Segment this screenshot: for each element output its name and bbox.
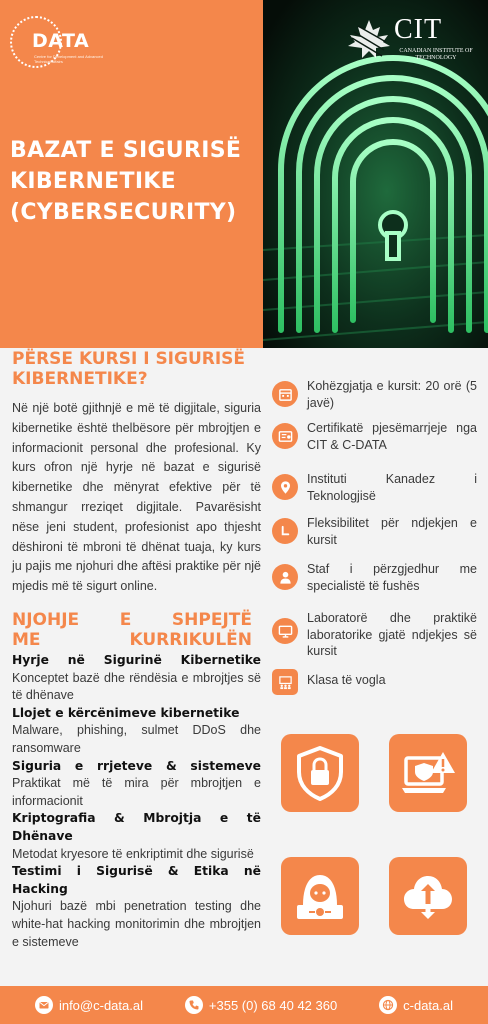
data-logo-tagline: Centre for Development and Advanced Technical Affairs (34, 54, 103, 64)
laptop-warning-icon (389, 734, 467, 812)
footer-website[interactable] (379, 996, 453, 1014)
data-logo-word: DATA (32, 30, 90, 52)
curriculum-item-title: Kriptografia & Mbrojtja e të Dhënave (12, 811, 261, 843)
shield-lock-icon (281, 734, 359, 812)
curriculum-heading (12, 610, 252, 650)
curriculum-item (12, 863, 261, 951)
hacker-icon (281, 857, 359, 935)
maple-leaf-icon (346, 18, 392, 60)
curriculum-item-desc: Malware, phishing, sulmet DDoS dhe ransomware (12, 723, 261, 755)
footer-website-text[interactable]: c-data.al (403, 997, 454, 1013)
person-icon (272, 564, 298, 590)
data-logo (10, 14, 102, 74)
clock-icon (272, 518, 298, 544)
curriculum-heading-line: NJOHJE E SHPEJTË (12, 610, 252, 630)
footer-phone-text[interactable]: +355 (0) 68 40 42 360 (208, 997, 338, 1013)
fact-text: Kohëzgjatja e kursit: 20 orë (5 javë) (307, 379, 477, 410)
cit-logo-tagline: CANADIAN INSTITUTE OF TECHNOLOGY (399, 48, 473, 61)
curriculum-item (12, 758, 261, 811)
footer-email-text[interactable]: info@c-data.al (58, 997, 143, 1013)
curriculum-item-title: Siguria e rrjeteve & sistemeve (12, 758, 261, 773)
curriculum-item-desc: Metodat kryesore të enkriptimit dhe sigurisë (12, 846, 254, 861)
cloud-sync-icon (389, 857, 467, 935)
hero-orange-panel (0, 0, 263, 348)
curriculum-item-title: Hyrje në Sigurinë Kibernetike (12, 653, 261, 667)
globe-icon (379, 996, 397, 1014)
cit-logo (346, 14, 476, 69)
calendar-icon (272, 381, 298, 407)
fact-text: Instituti Kanadez i Teknologjisë (307, 472, 477, 503)
curriculum-item-desc: Konceptet bazë dhe rëndësia e mbrojtjes së të dhënave (12, 670, 261, 703)
curriculum-item (12, 705, 261, 758)
curriculum-item-desc: Praktikat më të mira për mbrojtjen e informacionit (12, 776, 261, 808)
fact-text: Klasa të vogla (307, 673, 386, 687)
footer-email[interactable] (35, 996, 143, 1014)
cit-logo-name: CIT (394, 14, 443, 45)
email-icon (35, 996, 53, 1014)
why-heading-line: PËRSE KURSI I SIGURISË (12, 349, 246, 369)
phone-icon (185, 996, 203, 1014)
footer-phone[interactable] (185, 996, 337, 1014)
hero-banner (0, 0, 488, 348)
why-course-heading (12, 349, 262, 389)
monitor-icon (272, 618, 298, 644)
location-pin-icon (272, 474, 298, 500)
fact-text: Certifikatë pjesëmarrjeje nga CIT & C-DATA (307, 421, 477, 452)
why-course-body: Në një botë gjithnjë e më të digjitale, siguria kibernetike është thelbësore për mbrojtjen e informacionit personal dhe profesional. Ky kurs ofron një hyrje në bazat e sigurisë kibernetike dhe mënyrat efektive për të shmangur rreziqet digjitale. Pavarësisht nëse jeni student, profesionist apo thjesht dëshironi të mbroni të dhënat tuaja, ky kurs ju pajis me njohuri dhe aftësi praktike për një mjedis më të sigurt online. (12, 401, 261, 594)
why-heading-line: KIBERNETIKE? (12, 369, 148, 389)
classroom-icon (272, 669, 298, 695)
contact-footer (0, 986, 488, 1024)
hero-title-line: KIBERNETIKE (10, 169, 176, 194)
curriculum-item (12, 652, 261, 705)
hero-title (10, 135, 260, 228)
curriculum-list (12, 652, 261, 951)
curriculum-item (12, 810, 261, 863)
curriculum-item-desc: Njohuri bazë mbi penetration testing dhe white-hat hacking monitorimin dhe mbrojtjen e sistemeve (12, 899, 261, 949)
fact-text: Laboratorë dhe praktikë laboratorike gjatë ndjekjes së kursit (307, 611, 477, 658)
curriculum-item-title: Testimi i Sigurisë & Etika në Hacking (12, 864, 261, 896)
fingerprint-lock-image (263, 0, 488, 348)
curriculum-item-title: Llojet e kërcënimeve kibernetike (12, 705, 240, 720)
fact-text: Fleksibilitet për ndjekjen e kursit (307, 516, 477, 547)
certificate-icon (272, 423, 298, 449)
curriculum-heading-line: ME KURRIKULËN (12, 630, 252, 650)
hero-title-line: BAZAT E SIGURISË (10, 138, 242, 163)
fact-text: Staf i përzgjedhur me specialistë të fushës (307, 562, 477, 593)
hero-title-line: (CYBERSECURITY) (10, 200, 237, 225)
